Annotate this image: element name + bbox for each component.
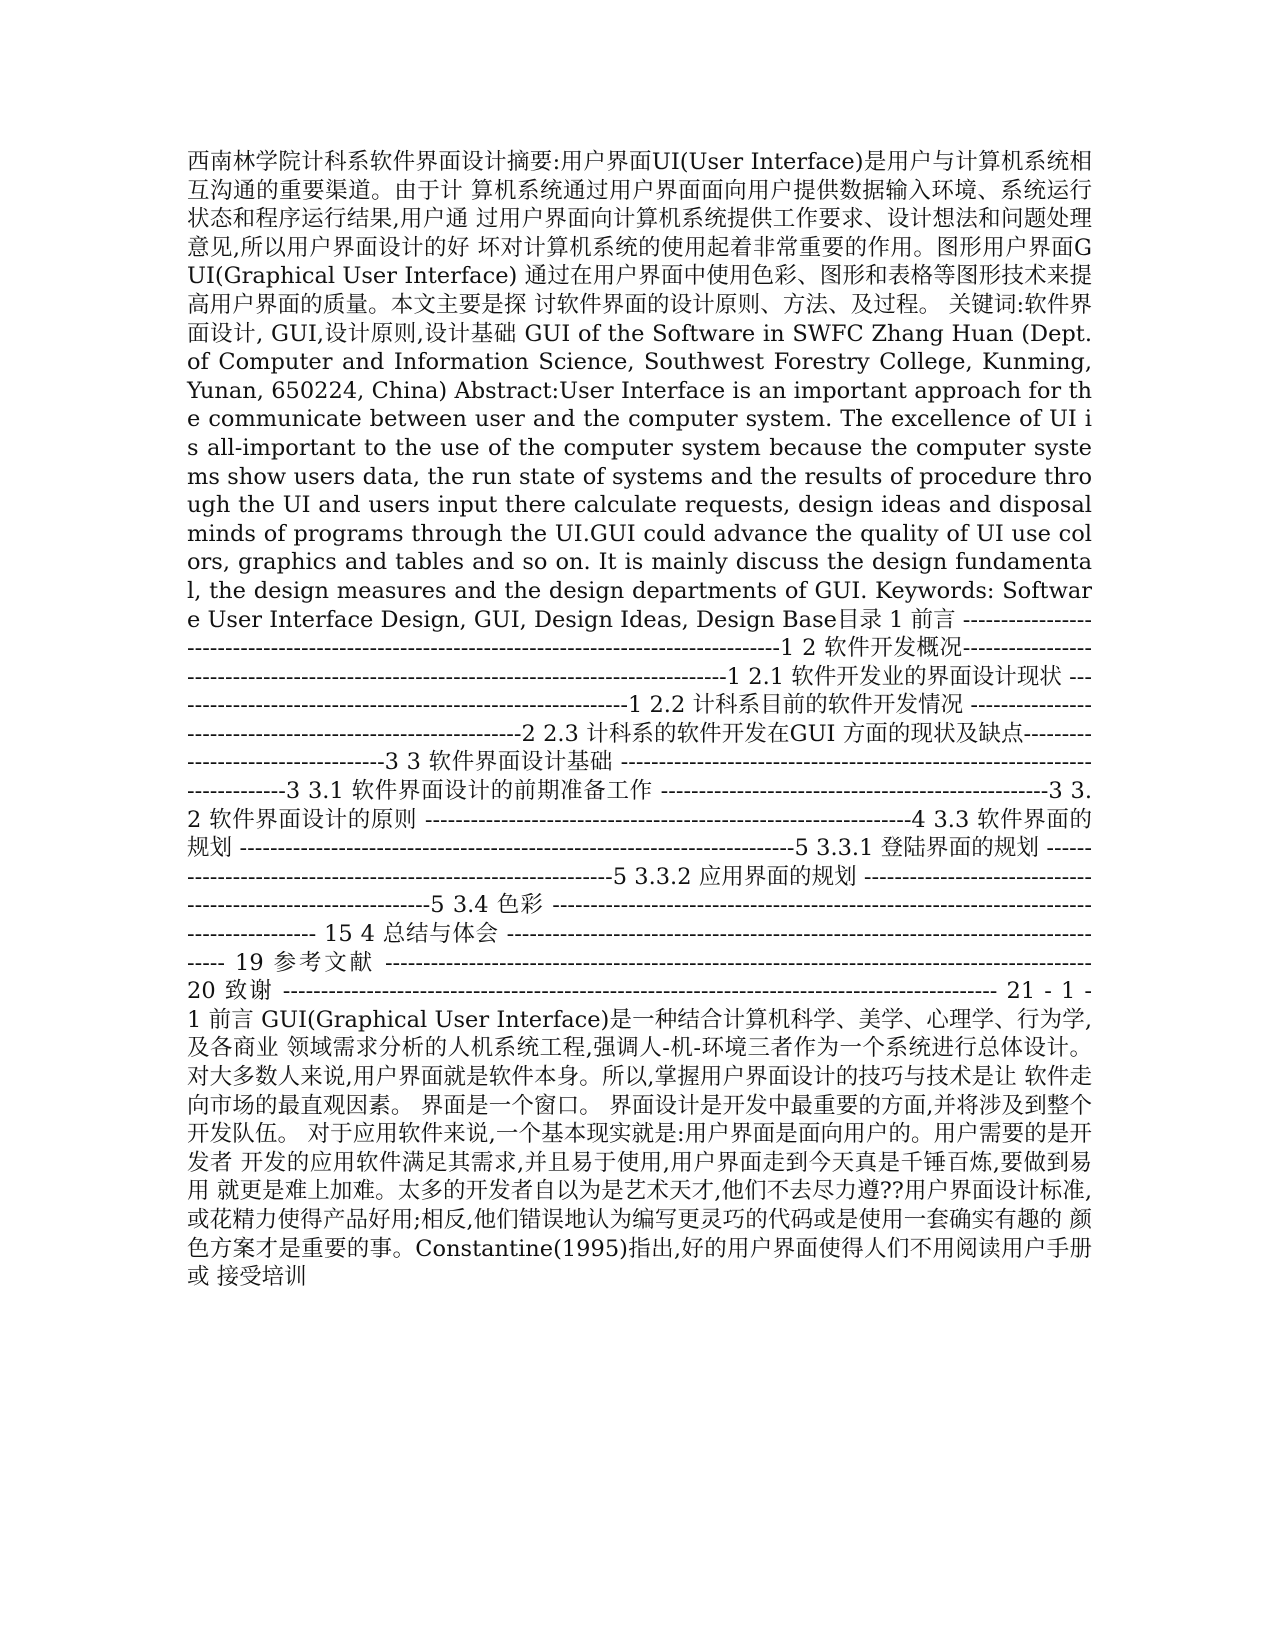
abstract-and-toc-paragraph: 西南林学院计科系软件界面设计摘要:用户界面UI(User Interface)是用户与计算机系统相互沟通的重要渠道。由于计 算机系统通过用户界面面向用户提供数据输入环境、系统运行状态和程序运行结果,用户通 过用户界面向计算机系统提供工作要求、设计想法和问题处理意见,所以用户界面设计的好 坏对计算机系统的使用起着非常重要的作用。图形用户界面GUI(Graphical User Interface) 通过在用户界面中使用色彩、图形和表格等图形技术来提高用户界面的质量。本文主要是探 讨软件界面的设计原则、方法、及过程。 关键词:软件界面设计, GUI,设计原则,设计基础 GUI of the Software in SWFC Zhang Huan (Dept. of Computer and Information Science, Southwest Forestry College, Kunming, Yunan, 650224, China) Abstract:User Interface is an important approach for the communicate between user and the computer system. The excellence of UI is all-important to the use of the computer system because the computer systems show users data, the run state of systems and the results of procedure through the UI and users input there calculate requests, design ideas and disposal minds of programs through the UI.GUI could advance the quality of UI use colors, graphics and tables and so on. It is mainly discuss the design fundamental, the design measures and the design departments of GUI. Keywords: Software User Interface Design, GUI, Design Ideas, Design Base目录 1 前言 -----------------------------------------------------------------------------------------------1 2 软件开发概况----------------------------------------------------------------------------------------1 2.1 软件开发业的界面设计现状 -------------------------------------------------------------1 2.2 计科系目前的软件开发情况 ------------------------------------------------------------2 2.3 计科系的软件开发在GUI 方面的现状及缺点-----------------------------------3 3 软件界面设计基础 ---------------------------------------------------------------------------3 3.1 软件界面设计的前期准备工作 ---------------------------------------------------3 3.2 软件界面设计的原则 ----------------------------------------------------------------4 3.3 软件界面的规划 -------------------------------------------------------------------------5 3.3.1 登陆界面的规划 --------------------------------------------------------------5 3.3.2 应用界面的规划 --------------------------------------------------------------5 3.4 色彩 ---------------------------------------------------------------------------------------- 15 4 总结与体会 ---------------------------------------------------------------------------------- 19 参考文献 --------------------------------------------------------------------------------------------- 20 致谢 ---------------------------------------------------------------------------------------------- 21 - 1 - 1 前言 GUI(Graphical User Interface)是一种结合计算机科学、美学、心理学、行为学,及各商业 领域需求分析的人机系统工程,强调人-机-环境三者作为一个系统进行总体设计。 对大多数人来说,用户界面就是软件本身。所以,掌握用户界面设计的技巧与技术是让 软件走向市场的最直观因素。 界面是一个窗口。 界面设计是开发中最重要的方面,并将涉及到整个开发队伍。 对于应用软件来说,一个基本现实就是:用户界面是面向用户的。用户需要的是开发者 开发的应用软件满足其需求,并且易于使用,用户界面走到今天真是千锤百炼,要做到易用 就更是难上加难。太多的开发者自以为是艺术天才,他们不去尽力遵??用户界面设计标准, 或花精力使得产品好用;相反,他们错误地认为编写更灵巧的代码或是使用一套确实有趣的 颜色方案才是重要的事。Constantine(1995)指出,好的用户界面使得人们不用阅读用户手册或 接受培训 (187, 149, 1092, 1291)
document-body (187, 148, 1092, 1292)
